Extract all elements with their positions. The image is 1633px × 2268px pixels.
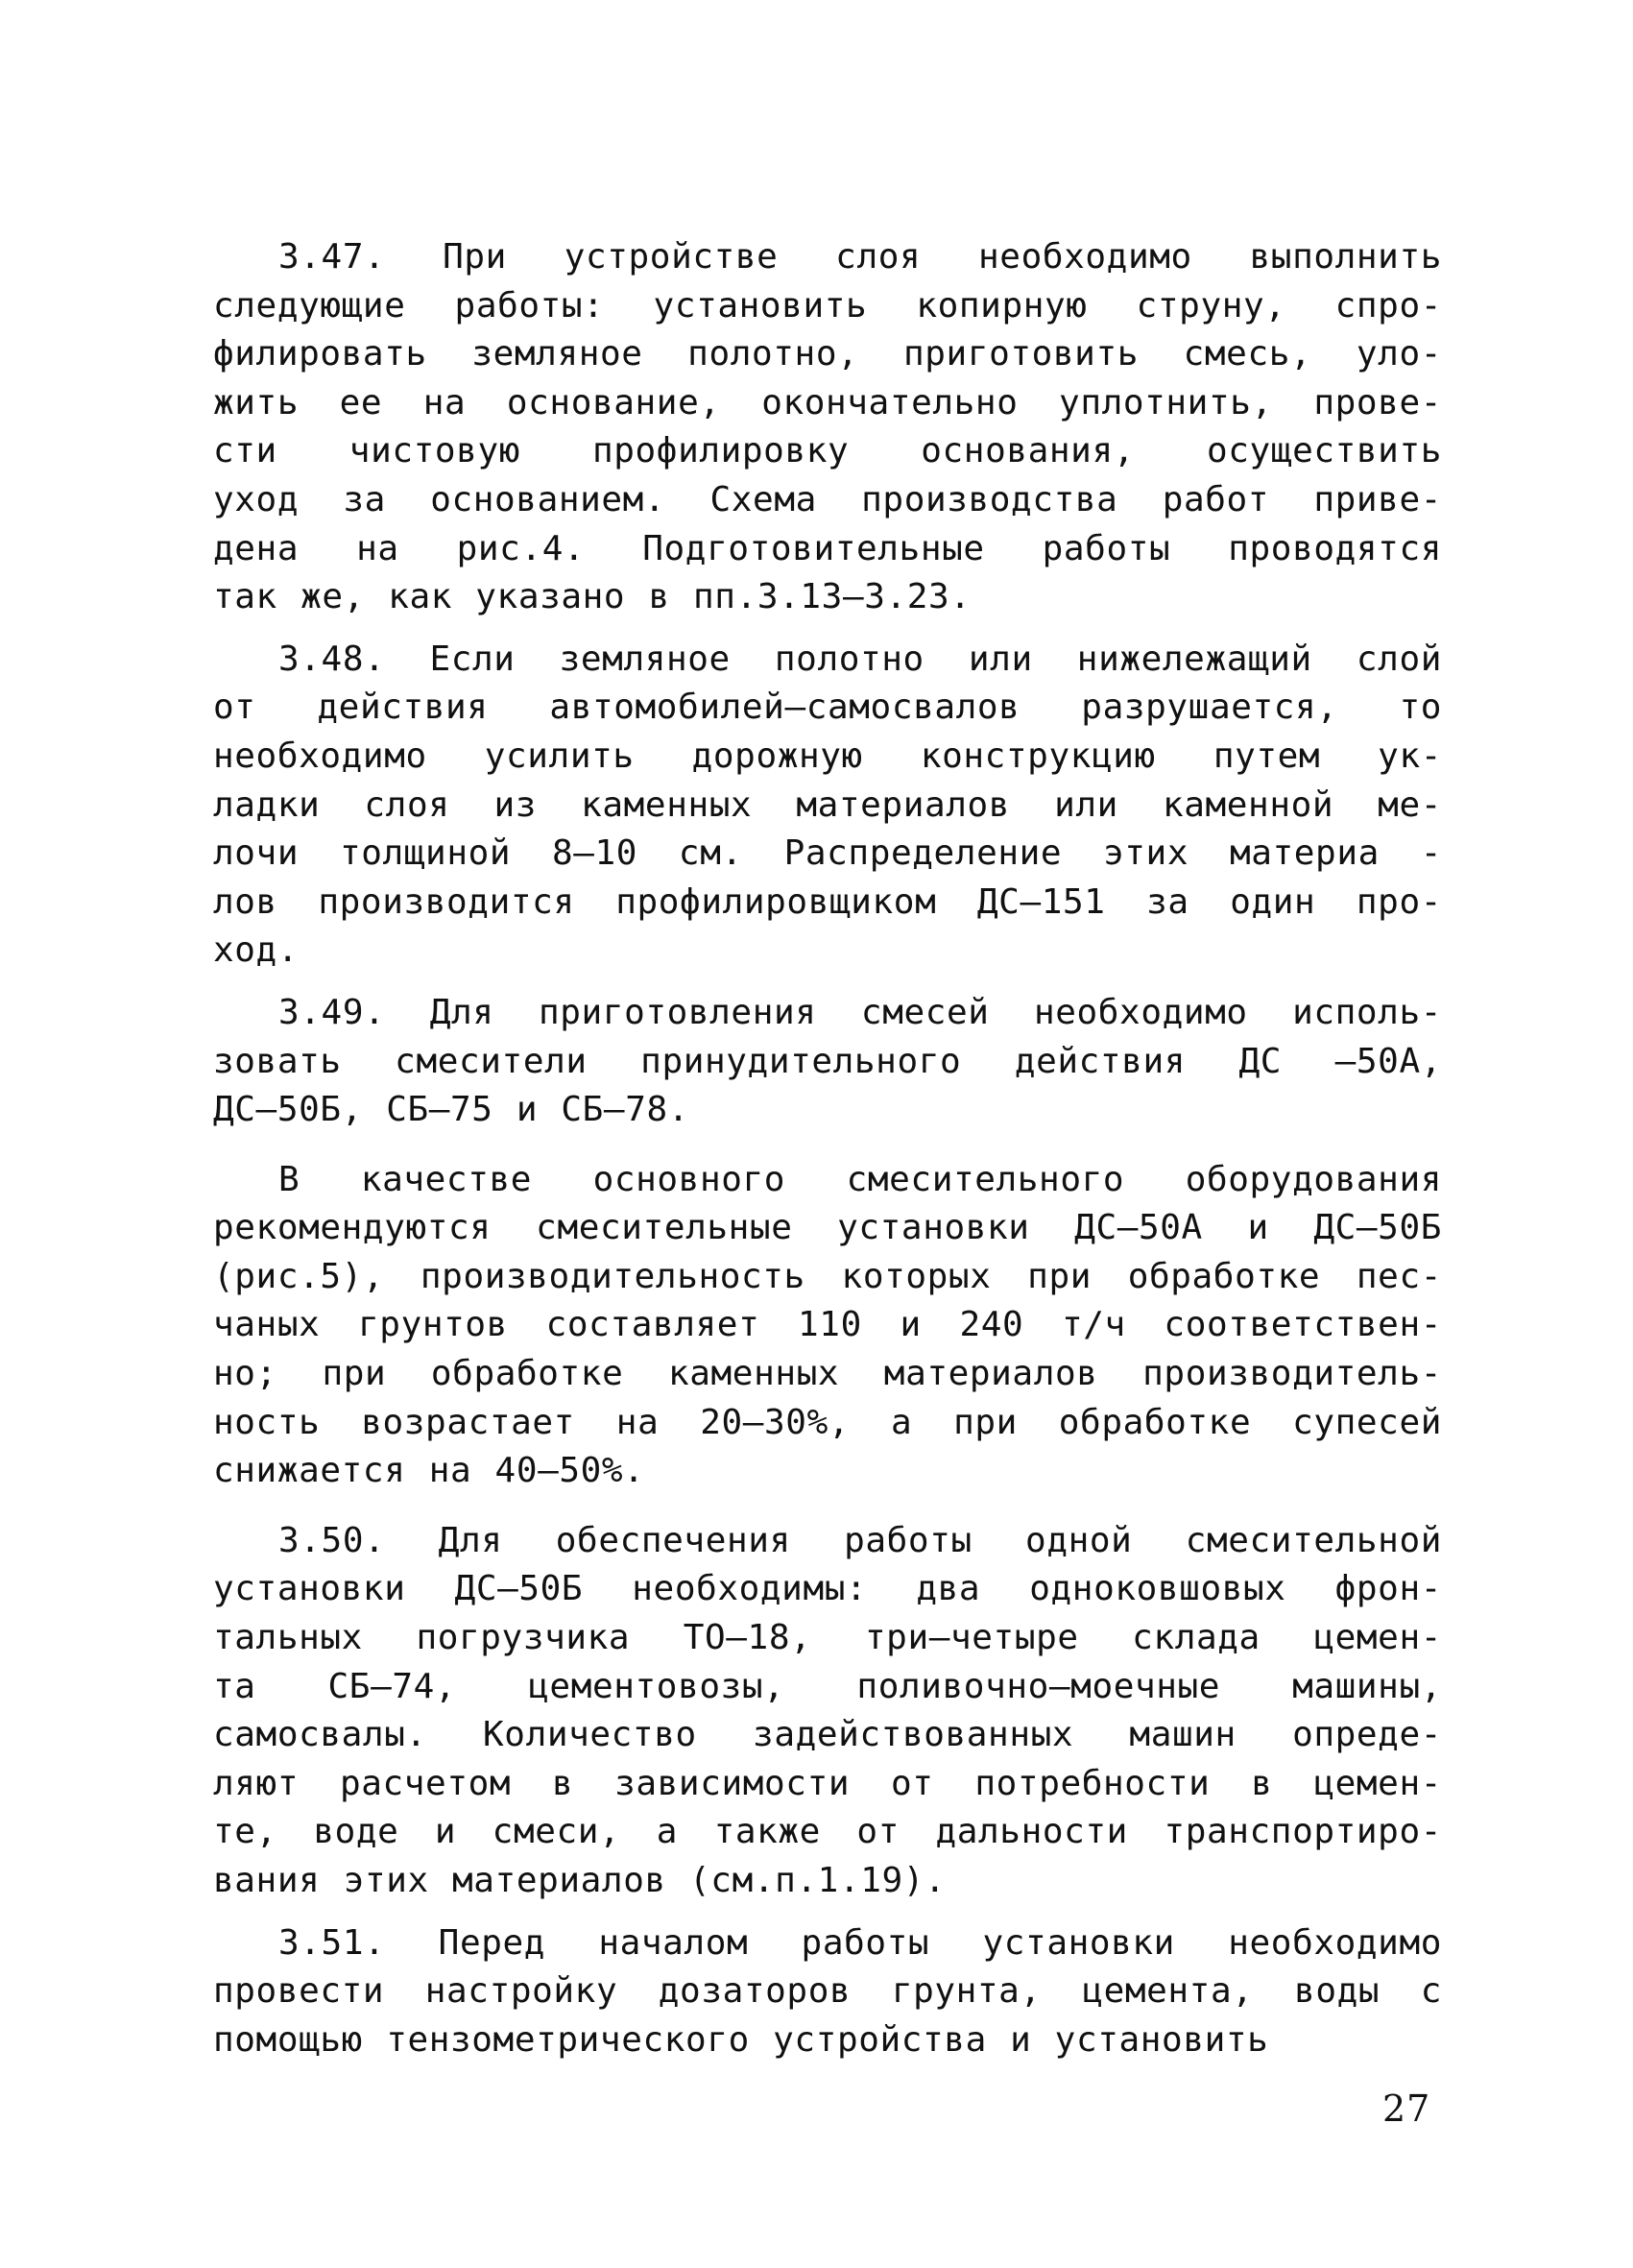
text-line: та СБ–74, цементовозы, поливочно–моечные машины, <box>213 1666 1442 1706</box>
text-line: 3.49. Для приготовления смесей необходимо исполь- <box>278 992 1442 1032</box>
text-line: 3.47. При устройстве слоя необходимо выполнить <box>278 237 1442 277</box>
text-line: от действия автомобилей–самосвалов разрушается, то <box>213 688 1442 728</box>
paragraph-3-49-continued <box>213 1156 1442 1496</box>
text-line: ность возрастает на 20–30%, а при обработке супесей <box>213 1402 1442 1442</box>
text-line: следующие работы: установить копирную струну, спро- <box>213 285 1442 326</box>
text-line: те, воде и смеси, а также от дальности транспортиро- <box>213 1812 1442 1852</box>
text-line: тальных погрузчика ТО–18, три–четыре склада цемен- <box>213 1618 1442 1658</box>
text-line: В качестве основного смесительного оборудования <box>278 1159 1442 1199</box>
page-number: 27 <box>1382 2087 1431 2130</box>
text-line: зовать смесители принудительного действия ДС –50А, <box>213 1041 1442 1081</box>
text-line: 3.51. Перед началом работы установки необходимо <box>278 1922 1442 1963</box>
text-line: чаных грунтов составляет 110 и 240 т/ч соответствен- <box>213 1305 1442 1345</box>
paragraph-3-49 <box>213 989 1442 1135</box>
paragraph-3-50 <box>213 1517 1442 1906</box>
text-line: уход за основанием. Схема производства работ приве- <box>213 479 1442 519</box>
text-line: установки ДС–50Б необходимы: два одноковшовых фрон- <box>213 1569 1442 1609</box>
text-line: ход. <box>213 930 300 971</box>
text-line: 3.50. Для обеспечения работы одной смесительной <box>278 1520 1442 1560</box>
text-line: необходимо усилить дорожную конструкцию путем ук- <box>213 736 1442 776</box>
text-line: лочи толщиной 8–10 см. Распределение этих материа - <box>213 833 1442 874</box>
text-line: ляют расчетом в зависимости от потребности в цемен- <box>213 1763 1442 1803</box>
text-line: лов производится профилировщиком ДС–151 за один про- <box>213 881 1442 922</box>
text-line: вания этих материалов (см.п.1.19). <box>213 1861 947 1900</box>
text-line: ладки слоя из каменных материалов или каменной ме- <box>213 784 1442 825</box>
text-line: самосвалы. Количество задействованных машин опреде- <box>213 1715 1442 1755</box>
text-line: жить ее на основание, окончательно уплотнить, прове- <box>213 382 1442 422</box>
text-line: дена на рис.4. Подготовительные работы проводятся <box>213 528 1442 568</box>
paragraph-3-47 <box>213 233 1442 622</box>
text-line: провести настройку дозаторов грунта, цемента, воды с <box>213 1971 1442 2012</box>
text-line: снижается на 40–50%. <box>213 1451 645 1491</box>
text-line: но; при обработке каменных материалов производитель- <box>213 1354 1442 1394</box>
text-line: помощью тензометрического устройства и установить <box>213 2019 1269 2060</box>
text-line: филировать земляное полотно, приготовить смесь, уло- <box>213 334 1442 374</box>
text-line: (рис.5), производительность которых при обработке пес- <box>213 1256 1442 1296</box>
text-line: рекомендуются смесительные установки ДС–50А и ДС–50Б <box>213 1208 1442 1248</box>
text-line: сти чистовую профилировку основания, осуществить <box>213 431 1442 471</box>
document-page <box>213 233 1442 2064</box>
paragraph-3-51 <box>213 1919 1442 2065</box>
paragraph-3-48 <box>213 636 1442 976</box>
text-line: 3.48. Если земляное полотно или нижележащий слой <box>278 639 1442 679</box>
text-line: ДС–50Б, СБ–75 и СБ–78. <box>213 1090 690 1130</box>
text-line: так же, как указано в пп.3.13–3.23. <box>213 577 972 617</box>
